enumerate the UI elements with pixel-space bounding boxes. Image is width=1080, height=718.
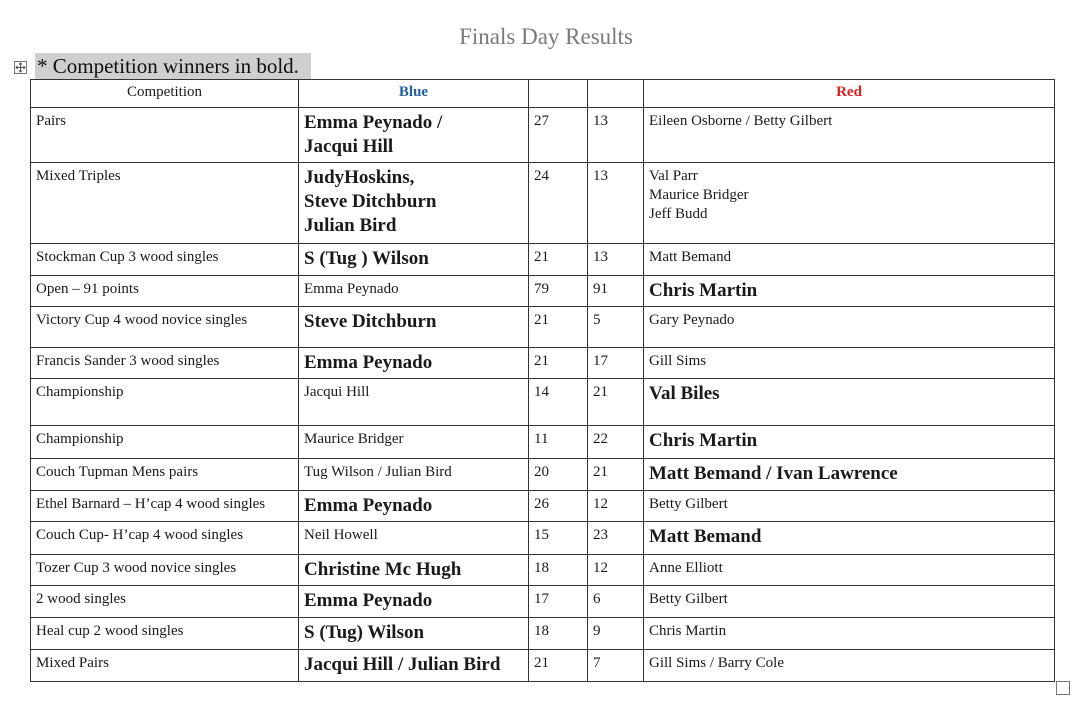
competition-cell: Mixed Triples <box>31 163 299 244</box>
table-move-handle-icon[interactable] <box>14 61 27 74</box>
red-player-cell: Anne Elliott <box>644 555 1055 586</box>
red-player-cell: Gary Peynado <box>644 307 1055 348</box>
competition-cell: Pairs <box>31 108 299 163</box>
table-row <box>31 618 1055 650</box>
red-score-cell: 5 <box>588 307 644 348</box>
blue-player-cell: Jacqui Hill / Julian Bird <box>299 650 529 682</box>
blue-player-cell: Neil Howell <box>299 522 529 555</box>
competition-cell: Victory Cup 4 wood novice singles <box>31 307 299 348</box>
red-player-cell: Matt Bemand <box>644 522 1055 555</box>
blue-player-cell: Maurice Bridger <box>299 426 529 459</box>
red-player-cell: Val Parr Maurice Bridger Jeff Budd <box>644 163 1055 244</box>
blue-player-cell: Jacqui Hill <box>299 379 529 426</box>
blue-player-cell: Emma Peynado <box>299 348 529 379</box>
table-row <box>31 459 1055 491</box>
header-competition: Competition <box>31 80 299 108</box>
blue-score-cell: 27 <box>529 108 588 163</box>
red-score-cell: 13 <box>588 108 644 163</box>
table-row <box>31 491 1055 522</box>
red-score-cell: 17 <box>588 348 644 379</box>
table-row <box>31 586 1055 618</box>
header-blue-score <box>529 80 588 108</box>
blue-score-cell: 15 <box>529 522 588 555</box>
red-player-cell: Chris Martin <box>644 426 1055 459</box>
blue-score-cell: 18 <box>529 555 588 586</box>
blue-score-cell: 11 <box>529 426 588 459</box>
table-resize-handle-icon[interactable] <box>1056 681 1070 695</box>
red-score-cell: 12 <box>588 555 644 586</box>
document-title: Finals Day Results <box>459 24 633 49</box>
blue-score-cell: 17 <box>529 586 588 618</box>
results-table <box>30 79 1055 682</box>
header-blue: Blue <box>299 80 529 108</box>
competition-cell: Championship <box>31 379 299 426</box>
blue-score-cell: 18 <box>529 618 588 650</box>
blue-score-cell: 21 <box>529 650 588 682</box>
red-player-cell: Matt Bemand / Ivan Lawrence <box>644 459 1055 491</box>
table-row <box>31 244 1055 276</box>
competition-cell: Francis Sander 3 wood singles <box>31 348 299 379</box>
table-row <box>31 348 1055 379</box>
competition-cell: Heal cup 2 wood singles <box>31 618 299 650</box>
red-score-cell: 13 <box>588 163 644 244</box>
blue-player-cell: Emma Peynado <box>299 276 529 307</box>
competition-cell: Mixed Pairs <box>31 650 299 682</box>
competition-cell: Tozer Cup 3 wood novice singles <box>31 555 299 586</box>
red-score-cell: 6 <box>588 586 644 618</box>
blue-score-cell: 21 <box>529 348 588 379</box>
blue-player-cell: JudyHoskins, Steve Ditchburn Julian Bird <box>299 163 529 244</box>
blue-score-cell: 20 <box>529 459 588 491</box>
competition-cell: Couch Cup- H’cap 4 wood singles <box>31 522 299 555</box>
blue-player-cell: Christine Mc Hugh <box>299 555 529 586</box>
table-row <box>31 650 1055 682</box>
header-red-score <box>588 80 644 108</box>
red-player-cell: Matt Bemand <box>644 244 1055 276</box>
red-score-cell: 12 <box>588 491 644 522</box>
blue-score-cell: 21 <box>529 244 588 276</box>
results-body <box>31 108 1055 682</box>
blue-player-cell: S (Tug ) Wilson <box>299 244 529 276</box>
blue-player-cell: Emma Peynado <box>299 491 529 522</box>
table-row <box>31 379 1055 426</box>
red-score-cell: 91 <box>588 276 644 307</box>
competition-cell: 2 wood singles <box>31 586 299 618</box>
red-score-cell: 9 <box>588 618 644 650</box>
red-player-cell: Chris Martin <box>644 276 1055 307</box>
header-red: Red <box>644 80 1055 108</box>
red-score-cell: 13 <box>588 244 644 276</box>
red-score-cell: 22 <box>588 426 644 459</box>
table-row <box>31 555 1055 586</box>
blue-player-cell: Emma Peynado / Jacqui Hill <box>299 108 529 163</box>
competition-cell: Stockman Cup 3 wood singles <box>31 244 299 276</box>
red-score-cell: 21 <box>588 459 644 491</box>
bold-winners-note: * Competition winners in bold. <box>35 53 311 79</box>
blue-score-cell: 24 <box>529 163 588 244</box>
red-player-cell: Gill Sims <box>644 348 1055 379</box>
competition-cell: Couch Tupman Mens pairs <box>31 459 299 491</box>
competition-cell: Ethel Barnard – H’cap 4 wood singles <box>31 491 299 522</box>
blue-player-cell: Tug Wilson / Julian Bird <box>299 459 529 491</box>
table-row <box>31 307 1055 348</box>
blue-player-cell: Emma Peynado <box>299 586 529 618</box>
table-row <box>31 163 1055 244</box>
header-row <box>31 80 1055 108</box>
red-score-cell: 23 <box>588 522 644 555</box>
blue-score-cell: 14 <box>529 379 588 426</box>
red-score-cell: 7 <box>588 650 644 682</box>
table-row <box>31 426 1055 459</box>
red-player-cell: Betty Gilbert <box>644 491 1055 522</box>
red-player-cell: Eileen Osborne / Betty Gilbert <box>644 108 1055 163</box>
blue-player-cell: S (Tug) Wilson <box>299 618 529 650</box>
red-score-cell: 21 <box>588 379 644 426</box>
red-player-cell: Val Biles <box>644 379 1055 426</box>
blue-score-cell: 26 <box>529 491 588 522</box>
competition-cell: Championship <box>31 426 299 459</box>
red-player-cell: Betty Gilbert <box>644 586 1055 618</box>
blue-score-cell: 79 <box>529 276 588 307</box>
table-row <box>31 522 1055 555</box>
blue-score-cell: 21 <box>529 307 588 348</box>
red-player-cell: Gill Sims / Barry Cole <box>644 650 1055 682</box>
red-player-cell: Chris Martin <box>644 618 1055 650</box>
table-row <box>31 108 1055 163</box>
competition-cell: Open – 91 points <box>31 276 299 307</box>
blue-player-cell: Steve Ditchburn <box>299 307 529 348</box>
table-row <box>31 276 1055 307</box>
